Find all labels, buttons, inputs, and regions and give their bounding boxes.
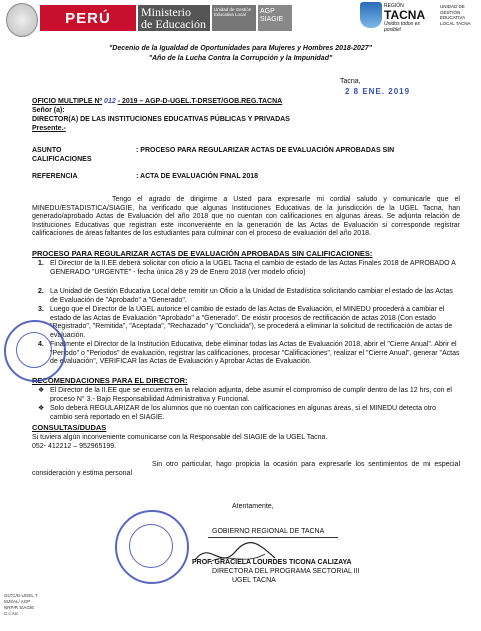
step-number: 1. [38,260,44,267]
bullet-diamond-icon: ❖ [38,387,45,394]
gob-regional: GOBIERNO REGIONAL DE TACNA [212,528,325,535]
date-stamp: 2 8 ENE. 2019 [345,87,411,96]
step-number: 3. [38,306,44,313]
bullet-diamond-icon: ❖ [38,405,45,412]
region-tacna-logo-icon [360,2,382,28]
decenio-line: "Decenio de la Igualdad de Oportunidades para Mujeres y Hombres 2018-2027" [108,45,372,52]
senor: Señor (a): [32,107,65,114]
signature-line [208,537,338,538]
ministerio-sub: Unidad de Gestión Educativa Local [212,5,256,31]
region-slogan: Unidos todos es posible! [384,21,420,33]
oficio-code: - 2019 – AGP-D-UGEL.T-DRSET/GOB.REG.TACNA [117,98,283,105]
closing-paragraph: Sin otro particular, hago propicia la ocasión para expresarle los sentimientos de mi especial consideración y estima personal [32,461,460,477]
ministerio-line1: Ministerio [141,5,191,19]
asunto-text-2: CALIFICACIONES [32,156,92,163]
region-label: REGIÓN [384,3,404,9]
letterhead [0,0,481,42]
ugel-brand: UNIDAD DE GESTIÓN EDUCATIVA LOCAL TACNA [440,4,471,26]
step-1-text: El Director de la II.EE deberá solicitar con oficio a la UGEL Tacna el cambio de estado de las Actas Finales 2018 de APROBADO A GENERADO "URGENTE" - fecha única 28 y 29 de Enero 2018 (ver modelo oficio) [50,260,456,276]
step-3-text: Luego que el Director de la UGEL autorice el cambio de estado de las Actas de Evaluación, el MINEDU procederá a cambiar el estado de las Actas de Evaluación "Aprobado" a "Generado". De existir procesos de rectificación de actas 2018 (Con estado "Registrado", "Remitida", "Aceptada", "Rechazado" y "Concluida"), se procederá a eliminar la solicitud de rectificación de actas de evaluación. [50,306,453,339]
phones: 052- 412212 – 952965199. [32,443,117,450]
dependency-line: C.c Arc [4,611,19,616]
region-tacna-brand [384,3,436,31]
anio-line: "Año de la Lucha Contra la Corrupción y la Impunidad" [148,55,333,62]
presente: Presente.- [32,125,66,132]
oficio-line [32,98,282,107]
referencia-text: : ACTA DE EVALUACIÓN FINAL 2018 [136,173,258,180]
gobierno-regional-stamp-icon [115,510,189,584]
addressee: DIRECTOR(A) DE LAS INSTITUCIONES EDUCATIVAS PÚBLICAS Y PRIVADAS [32,116,290,123]
ministerio-brand [138,5,210,31]
asunto-label: ASUNTO [32,147,62,154]
dependency-line: MJSAL/ AGP [4,599,31,604]
signer-name: PROF. GRACIELA LOURDES TICONA CALIZAYA [192,559,352,566]
consultas-title: CONSULTAS/DUDAS [32,423,107,432]
peru-brand: PERÚ [40,5,136,31]
proceso-title: PROCESO PARA REGULARIZAR ACTAS DE EVALUACIÓN APROBADAS SIN CALIFICACIONES: [32,249,373,258]
referencia-label: REFERENCIA [32,173,78,180]
signer-org: UGEL TACNA [232,577,276,584]
atentamente: Atentamente, [232,503,274,510]
asunto-text: : PROCESO PARA REGULARIZAR ACTAS DE EVALUACIÓN APROBADAS SIN [136,147,395,154]
dependency-line: GLTC/D-UGEL T [4,593,38,598]
dependency-line: NRP/R SIAGIE [4,605,35,610]
peru-coat-of-arms-icon [6,3,38,37]
recom-title: RECOMENDACIONES PARA EL DIRECTOR: [32,376,188,385]
signer-title: DIRECTORA DEL PROGRAMA SECTORIAL III [212,568,360,575]
step-4-text: Finalmente el Director de la Institución Educativa, debe eliminar todas las Actas de Evaluación 2018, abrir el "Cierre Anual". Abrir el "Periodo" o "Periodos" de evaluación, registrar las calificaciones, procesar "Calificaciones", realizar el "Cierre Anual", generar "Actas de evaluación", VERIFICAR las Actas de Evaluación y Aprobar Actas de Evaluación. [50,341,460,366]
region-name: TACNA [384,8,426,22]
oficio-label: OFICIO MULTIPLE Nº [32,98,103,105]
agp-brand: AGP SIAGIE [258,5,292,31]
oficio-number: 012 [104,98,116,105]
step-1 [50,260,460,277]
consultas-text: Si tuviera algún inconveniente comunicarse con la Responsable del SIAGIE de la UGEL Tacna. [32,434,328,441]
ministerio-line2: de Educación [141,17,206,31]
direccion-regional-stamp-icon [4,320,66,382]
step-number: 2. [38,288,44,295]
place: Tacna, [340,78,361,85]
intro-paragraph: Tengo el agrado de dirigirme a Usted para expresarle mi cordial saludo y comunicarle que el MINEDU/ESTADISTICA/SIAGIE, ha verificado que algunas Instituciones Educativas de la jurisdicción de la UGEL Tacna, han generado/aprobado Actas de Evaluación del año 2018 que no cuentan con calificaciones en algunas áreas. Se adjunta relación de Instituciones Educativas que registran este inconveniente en la generación de las Actas de Evaluación si corresponde registrar calificaciones de áreas faltantes de los estudiantes para culminar con el proceso de evaluación del año 2018. [32,196,460,238]
recom-2: Solo deberá REGULARIZAR de los alumnos que no cuentan con calificaciones en algunas áreas, si el MINEDU detecta otro cambio será reportado en el SIAGIE. [50,405,436,421]
step-number: 4. [38,341,44,348]
step-2-text: La Unidad de Gestión Educativa Local debe remitir un Oficio a la Unidad de Estadística solicitando cambiar el estado de las Actas de Evaluación de "Aprobado" a "Generado". [50,288,453,304]
recom-1: El Director de la II.EE que se encuentra en la relación adjunta, debe asumir el compromiso de cumplir dentro de las 12 hrs, con el proceso N° 3.- Bajo Responsabilidad Administrativa y Funcional. [50,387,452,403]
